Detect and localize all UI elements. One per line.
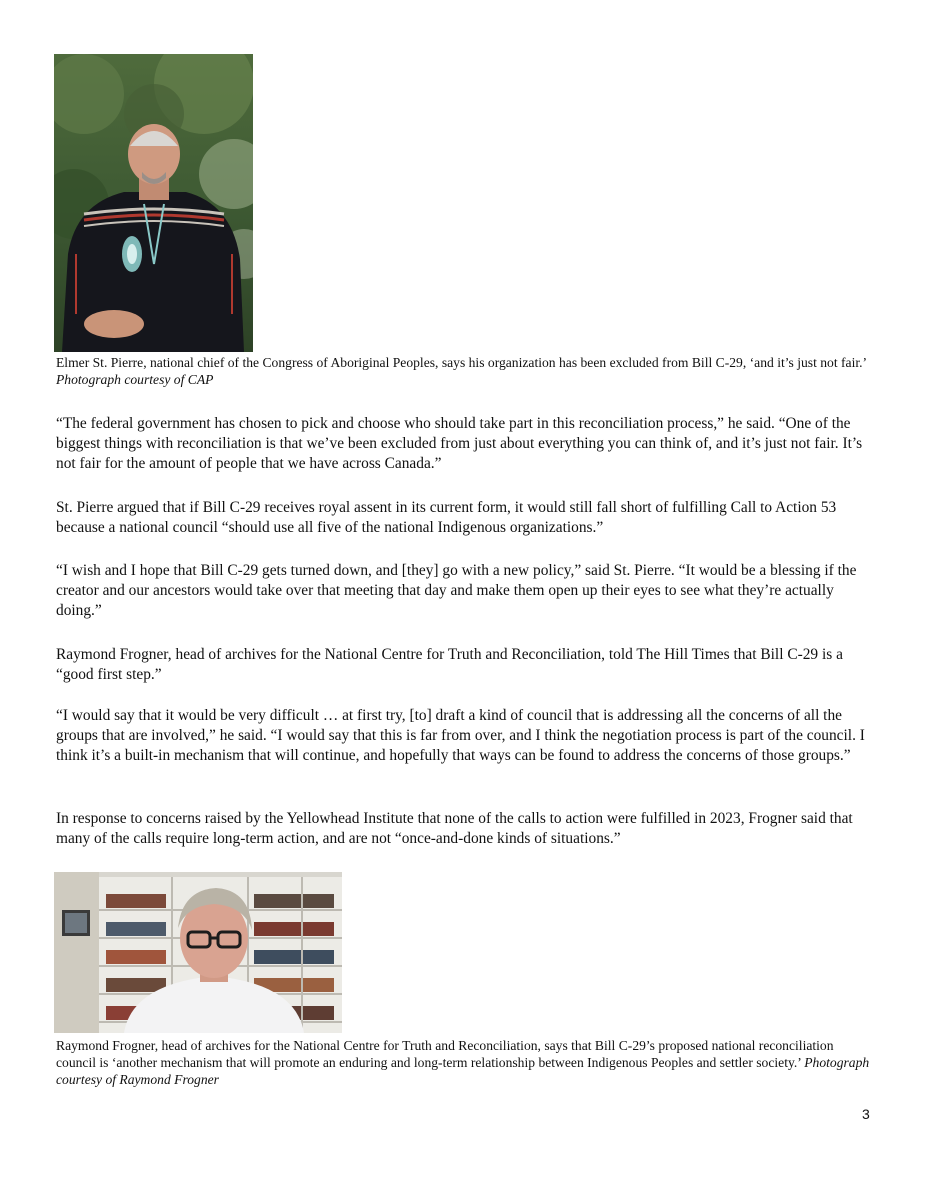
frogner-caption	[56, 1037, 876, 1088]
frogner-caption-text: Raymond Frogner, head of archives for the National Centre for Truth and Reconciliation, says that Bill C-29’s proposed national reconciliation council is ‘another mechanism that will promote an enduring and long-term relationship between Indigenous Peoples and settler society.’	[56, 1038, 834, 1070]
st-pierre-caption-text: Elmer St. Pierre, national chief of the Congress of Aboriginal Peoples, says his organization has been excluded from Bill C-29, ‘and it’s just not fair.’	[56, 355, 867, 370]
paragraph-3: “I wish and I hope that Bill C-29 gets turned down, and [they] go with a new policy,” said St. Pierre. “It would be a blessing if the creator and our ancestors would take over that meeting that day and make them open up their eyes to see what they’re actually doing.”	[56, 562, 857, 619]
st-pierre-photo	[54, 54, 253, 352]
frogner-photo	[54, 872, 342, 1033]
st-pierre-photo-credit: Photograph courtesy of CAP	[56, 372, 214, 387]
paragraph-6: In response to concerns raised by the Yellowhead Institute that none of the calls to action were fulfilled in 2023, Frogner said that many of the calls require long-term action, and are not “once-and-done kinds of situations.”	[56, 810, 853, 847]
paragraph-1: “The federal government has chosen to pick and choose who should take part in this reconciliation process,” he said. “One of the biggest things with reconciliation is that we’ve been excluded from just about everything you can think of, and it’s just not fair. It’s not fair for the amount of people that we have across Canada.”	[56, 415, 863, 472]
st-pierre-caption	[56, 354, 876, 388]
paragraph-4: Raymond Frogner, head of archives for the National Centre for Truth and Reconciliation, told The Hill Times that Bill C-29 is a “good first step.”	[56, 646, 843, 683]
page-number: 3	[862, 1106, 870, 1122]
paragraph-5: “I would say that it would be very difficult … at first try, [to] draft a kind of council that is addressing all the concerns of all the groups that are involved,” he said. “I would say that this is far from over, and I think the negotiation process is part of the council. I think it’s a built-in mechanism that will continue, and hopefully that ways can be found to address the concerns of those groups.”	[56, 707, 865, 764]
frogner-photo-credit: Photograph courtesy of Raymond Frogner	[56, 1055, 870, 1087]
paragraph-2: St. Pierre argued that if Bill C-29 receives royal assent in its current form, it would still fall short of fulfilling Call to Action 53 because a national council “should use all five of the national Indigenous organizations.”	[56, 499, 837, 536]
